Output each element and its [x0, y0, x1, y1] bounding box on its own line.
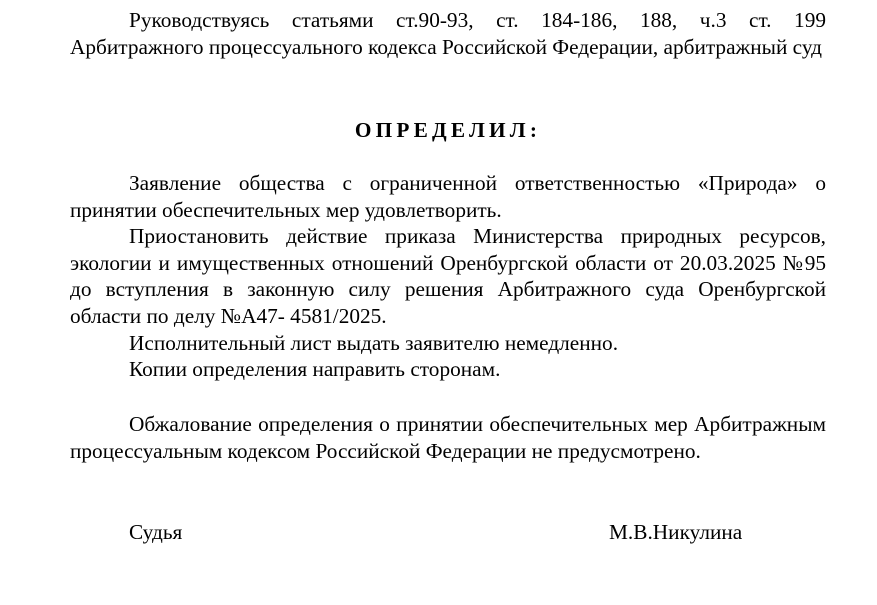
- ruling-paragraph-2: Приостановить действие приказа Министерства природных ресурсов, экологии и имущественных отношений Оренбургской области от 20.03.2025 №95 до вступления в законную силу решения Арбитражного суда Оренбургской области по делу №А47- 4581/2025.: [70, 224, 826, 328]
- rulings-block: [70, 170, 826, 383]
- preamble-block: [70, 0, 826, 6]
- ruling-paragraph-1: Заявление общества с ограниченной ответственностью «Природа» о принятии обеспечительных мер удовлетворить.: [70, 171, 826, 222]
- cut-off-line: [70, 0, 826, 6]
- judge-name: М.В.Никулина: [609, 520, 743, 544]
- ruling-heading: ОПРЕДЕЛИЛ:: [354, 118, 542, 142]
- ruling-paragraph-4: Копии определения направить сторонам.: [129, 357, 501, 382]
- signature-line: [70, 518, 826, 546]
- appeal-paragraph: Обжалование определения о принятии обеспечительных мер Арбитражным процессуальным кодексом Российской Федерации не предусмотрено.: [70, 412, 826, 463]
- appeal-block: [70, 411, 826, 464]
- ruling-paragraph-3: Исполнительный лист выдать заявителю немедленно.: [129, 330, 619, 355]
- judge-title: Судья: [129, 520, 183, 544]
- intro-block: [70, 7, 826, 60]
- intro-paragraph: Руководствуясь статьями ст.90-93, ст. 184-186, 188, ч.3 ст. 199 Арбитражного процессуального кодекса Российской Федерации, арбитражный суд: [70, 8, 826, 59]
